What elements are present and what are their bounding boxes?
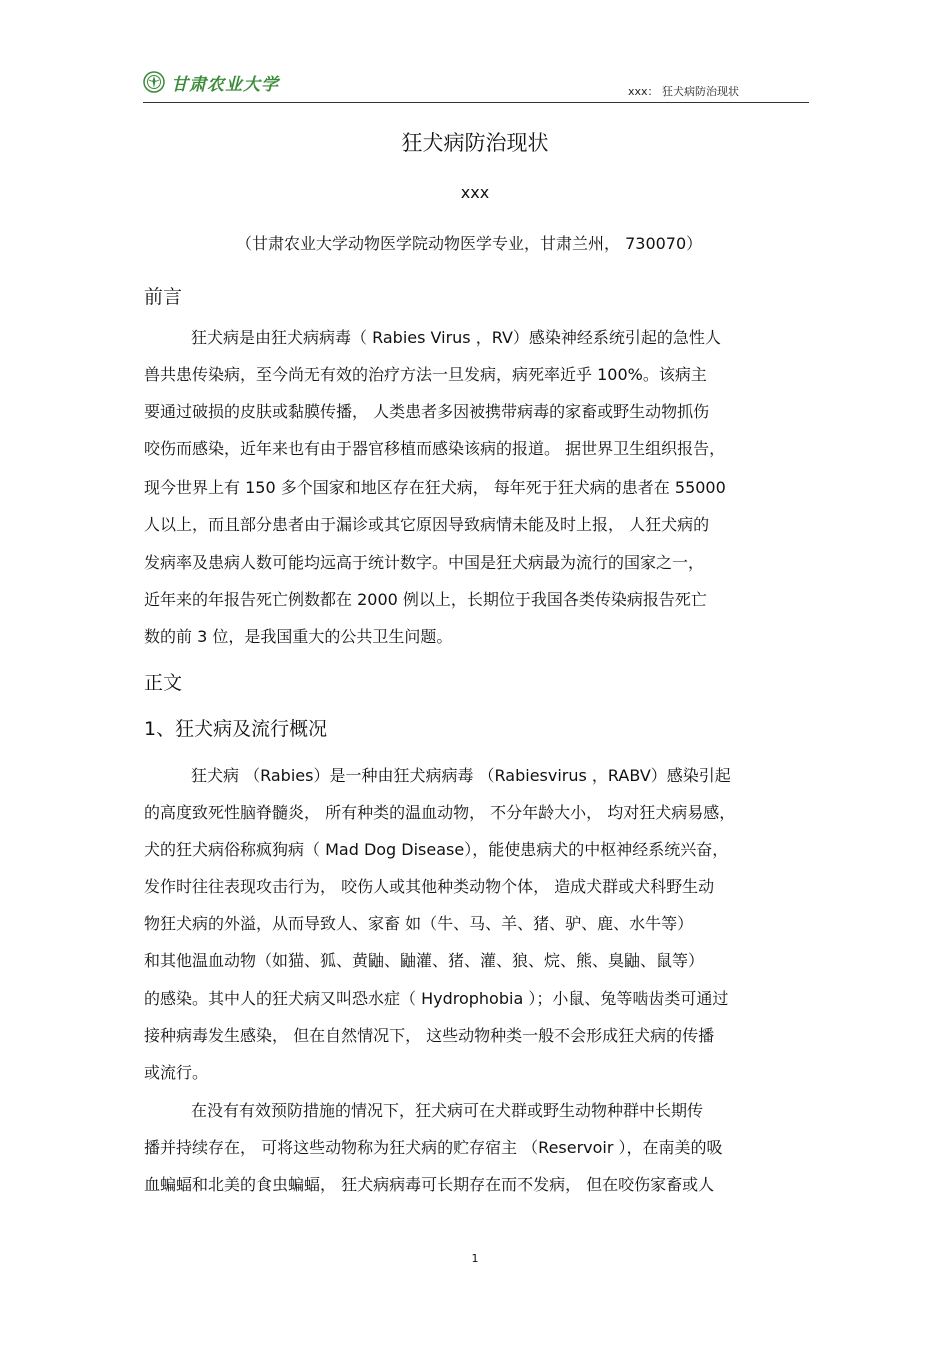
paragraph-line: 的感染。其中人的狂犬病又叫恐水症（ Hydrophobia ）；小鼠、兔等啮齿类可通过 [144, 989, 729, 1008]
author-name: xxx [460, 183, 490, 202]
paragraph-line: 和其他温血动物（如猫、狐、黄鼬、鼬灌、猪、灌、狼、烷、熊、臭鼬、鼠等） [144, 951, 705, 970]
paper-title: 狂犬病防治现状 [401, 131, 549, 155]
preface-heading: 前言 [144, 286, 183, 308]
subsection-heading: 1、狂犬病及流行概况 [144, 718, 328, 740]
preface-line: 要通过破损的皮肤或黏膜传播， 人类患者多因被携带病毒的家畜或野生动物抓伤 [144, 402, 710, 421]
logo-text: 甘肃农业大学 [171, 74, 279, 95]
preface-line: 发病率及患病人数可能均远高于统计数字。中国是狂犬病最为流行的国家之一， [144, 553, 705, 572]
paragraph-line: 的高度致死性脑脊髓炎， 所有种类的温血动物， 不分年龄大小， 均对狂犬病易感， [144, 803, 736, 822]
paragraph-line: 发作时往往表现攻击行为， 咬伤人或其他种类动物个体， 造成犬群或犬科野生动 [144, 877, 715, 896]
paragraph-line: 在没有有效预防措施的情况下，狂犬病可在犬群或野生动物种群中长期传 [191, 1101, 704, 1120]
paragraph-line: 狂犬病 （Rabies）是一种由狂犬病病毒 （Rabiesvirus ，RABV）感染引起 [191, 766, 731, 785]
paragraph-line: 血蝙蝠和北美的食虫蝙蝠， 狂犬病病毒可长期存在而不发病， 但在咬伤家畜或人 [144, 1175, 715, 1194]
preface-line: 数的前 3 位，是我国重大的公共卫生问题。 [144, 627, 453, 646]
paragraph-line: 犬的狂犬病俗称疯狗病（ Mad Dog Disease），能使患病犬的中枢神经系统兴奋， [144, 840, 729, 859]
running-title: xxx： 狂犬病防治现状 [627, 85, 739, 98]
preface-line: 兽共患传染病，至今尚无有效的治疗方法一旦发病，病死率近乎 100%。该病主 [144, 365, 707, 384]
university-logo [143, 68, 279, 96]
paragraph-line: 或流行。 [144, 1063, 209, 1082]
preface-line: 人以上，而且部分患者由于漏诊或其它原因导致病情未能及时上报， 人狂犬病的 [144, 515, 710, 534]
preface-line: 现今世界上有 150 多个国家和地区存在狂犬病， 每年死于狂犬病的患者在 55000 [144, 478, 726, 497]
preface-line: 咬伤而感染，近年来也有由于器官移植而感染该病的报道。 据世界卫生组织报告， [144, 439, 726, 458]
body-heading: 正文 [144, 672, 183, 694]
paragraph-line: 播并持续存在， 可将这些动物称为狂犬病的贮存宿主 （Reservoir ），在南美的吸 [144, 1138, 723, 1157]
preface-line: 近年来的年报告死亡例数都在 2000 例以上，长期位于我国各类传染病报告死亡 [144, 590, 707, 609]
preface-line: 狂犬病是由狂犬病病毒（ Rabies Virus ，RV）感染神经系统引起的急性人 [191, 328, 721, 347]
page-number: 1 [471, 1252, 479, 1265]
paragraph-line: 接种病毒发生感染， 但在自然情况下， 这些动物种类一般不会形成狂犬病的传播 [144, 1026, 715, 1045]
university-seal-icon [143, 71, 165, 93]
page-header [143, 62, 809, 103]
author-affiliation: （甘肃农业大学动物医学院动物医学专业，甘肃兰州， 730070） [236, 234, 703, 253]
paragraph-line: 物狂犬病的外溢，从而导致人、家畜 如（牛、马、羊、猪、驴、鹿、水牛等） [144, 914, 694, 933]
